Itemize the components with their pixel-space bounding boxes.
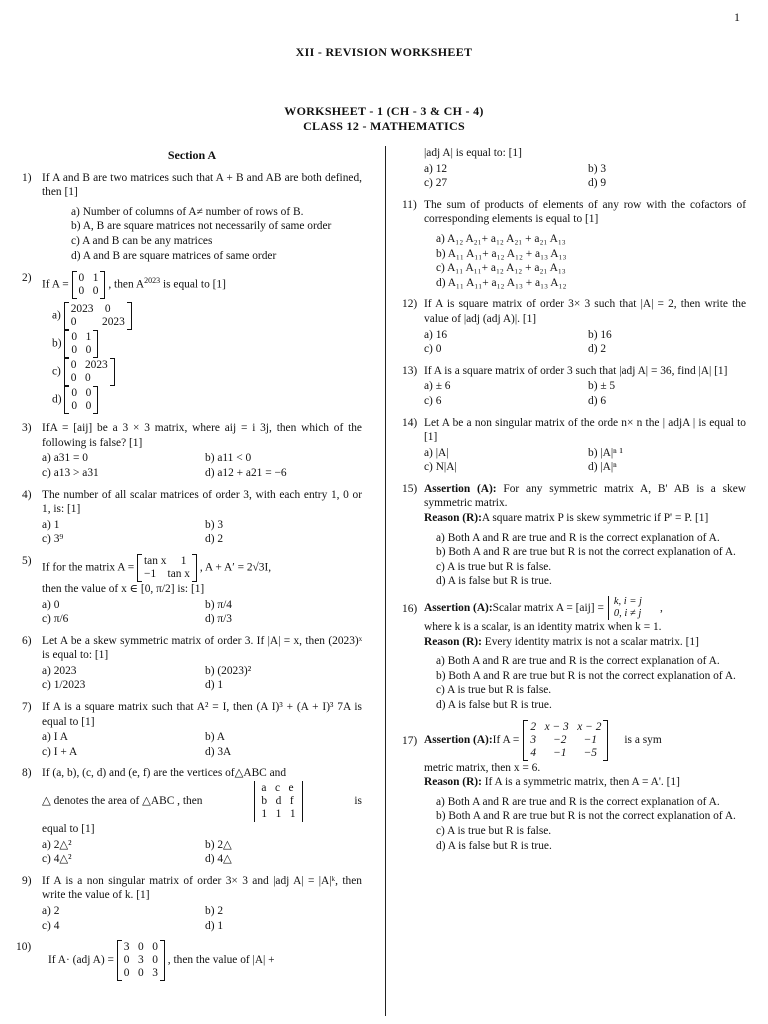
question-text: If A is a square matrix such that A² = I, then (A I)³ + (A + I)³ 7A is equal to [1]: [42, 701, 362, 728]
option-c[interactable]: c) A is true but R is false.: [436, 684, 552, 697]
right-column: [402, 146, 746, 860]
question-14: 14) Let A be a non singular matrix of the orde n× n the | adjA | is equal to [1] a) |A| b) |A|ⁿ ¹ c) N|A| d) |A|ⁿ: [402, 416, 746, 474]
options: [424, 446, 746, 475]
option-b[interactable]: b) 0 1 0 0: [52, 330, 362, 358]
option-a[interactable]: a) |A|: [424, 446, 449, 459]
matrix: 0 1 0 0: [72, 271, 106, 299]
option-a[interactable]: a) 2△²: [42, 838, 72, 851]
options: [424, 379, 746, 408]
question-7: 7) If A is a square matrix such that A² = I, then (A I)³ + (A + I)³ 7A is equal to [1] a) I A b) A c) I + A d) 3A: [22, 701, 362, 758]
option-a[interactable]: a) Both A and R are true and R is the correct explanation of A.: [436, 655, 720, 668]
option-c[interactable]: c) A and B can be any matrices: [71, 234, 213, 247]
option-d[interactable]: d) 0 0 0 0: [52, 386, 362, 414]
option-c[interactable]: c) I + A: [42, 745, 78, 758]
option-b[interactable]: b) Both A and R are true but R is not the correct explanation of A.: [436, 810, 736, 823]
option-a[interactable]: a) a31 = 0: [42, 452, 88, 465]
question-9: 9) If A is a non singular matrix of order 3× 3 and |adj A| = |A|ᵏ, then write the value of k. [1] a) 2 b) 2 c) 4 d) 1: [22, 874, 362, 932]
option-d[interactable]: d) A and B are square matrices of same order: [71, 249, 277, 262]
option-c[interactable]: c) 4: [42, 919, 60, 932]
question-text: If A and B are two matrices such that A + B and AB are both defined, then [1]: [42, 171, 362, 199]
option-d[interactable]: d) 4△: [205, 853, 232, 866]
option-d[interactable]: d) 2: [588, 343, 607, 356]
option-b[interactable]: b) 2: [205, 905, 224, 917]
question-13: 13) If A is a square matrix of order 3 such that |adj A| = 36, find |A| [1] a) ± 6 b) ± 5 c) 6 d) 6: [402, 364, 746, 409]
option-d[interactable]: d) 1: [205, 919, 224, 932]
options: [436, 531, 746, 589]
option-d[interactable]: d) 2: [205, 533, 224, 546]
question-text: If A is a square matrix of order 3 such that |adj A| = 36, find |A| [1]: [424, 364, 728, 377]
reason: Reason (R):A square matrix P is skew symmetric if P' = P. [1]: [424, 512, 709, 525]
option-a[interactable]: a) 16: [424, 328, 448, 341]
worksheet-subtitle: WORKSHEET - 1 (CH - 3 & CH - 4): [284, 104, 484, 118]
option-d[interactable]: d) a12 + a21 = −6: [205, 466, 287, 479]
options: [42, 904, 362, 933]
option-c[interactable]: c) 4△²: [42, 853, 72, 866]
options: [42, 664, 362, 693]
question-12: 12) If A is square matrix of order 3× 3 such that |A| = 2, then write the value of |adj (adj A)|. [1] a) 16 b) 16 c) 0 d) 2: [402, 298, 746, 356]
assertion: Assertion (A): If A = 2 x − 3 x − 2 3 −2 −1 4 −1 −5 is a sym: [424, 720, 662, 759]
question-text: If A = 0 1 0 0 , then $A^{2023}$ is equal to [1]: [42, 272, 226, 298]
matrix: 3 0 0 0 3 0 0 0 3: [117, 940, 165, 981]
question-8: 8) If (a, b), (c, d) and (e, f) are the vertices of△ABC and △ denotes the area of △ABC , then a c e b d f 1 1 1 is equal to [1] a) 2△² b) 2△ c) 4△² d) 4△: [22, 767, 362, 866]
option-d[interactable]: d) 9: [588, 177, 607, 190]
option-c[interactable]: c) a13 > a31: [42, 466, 99, 479]
option-c[interactable]: c) π/6: [42, 613, 69, 626]
option-a[interactable]: a) ± 6: [424, 380, 451, 393]
option-d[interactable]: d) A₁₁ A₁₁+ a₁₂ A₁₃ + a₁₃ A₁₂: [436, 276, 567, 289]
options: [436, 795, 746, 853]
option-b[interactable]: b) π/4: [205, 598, 232, 611]
option-b[interactable]: b) 16: [588, 328, 612, 341]
question-10: 10) If A· (adj A) = 3 0 0 0 3 0 0 0 3 , then the value of |A| +: [22, 940, 362, 981]
section-title: Section A: [167, 148, 217, 162]
option-b[interactable]: b) Both A and R are true but R is not the correct explanation of A.: [436, 546, 736, 559]
options: [42, 838, 362, 867]
question-text: The sum of products of elements of any row with the cofactors of corresponding elements is equal to [1]: [424, 198, 746, 226]
option-a[interactable]: a) 2023 0 0 2023: [52, 302, 362, 330]
option-b[interactable]: b) ± 5: [588, 380, 616, 393]
option-b[interactable]: b) 3: [588, 162, 607, 175]
question-text: If A· (adj A) = 3 0 0 0 3 0 0 0 3 , then the value of |A| +: [48, 941, 275, 980]
options: [42, 451, 362, 480]
question-15: 15) Assertion (A): For any symmetric matrix A, B' AB is a skew symmetric matrix. Reason (R):A square matrix P is skew symmetric if P' = P. [1] a) Both A and R are true and R is the correct explanation of A. b) Both A and R are true but R is not the correct explanation of A. c) A is true but R is false. d) A is false but R is true.: [402, 482, 746, 588]
option-a[interactable]: a) 12: [424, 162, 448, 175]
question-text: IfA = [aij] be a 3 × 3 matrix, where aij = i 3j, then which of the following is false? [1]: [42, 422, 362, 449]
option-d[interactable]: d) A is false but R is true.: [436, 699, 552, 711]
option-d[interactable]: d) A is false but R is true.: [436, 839, 552, 852]
option-a[interactable]: a) 0: [42, 598, 60, 611]
question-2: 2) If A = 0 1 0 0 , then $A^{2023}$ is equal to [1] a) 2023 0 0 2023 b) 0 1 0 0 c) 0 2023 0 0 d) 0 0 0 0: [22, 271, 362, 414]
option-b[interactable]: b) 3: [205, 518, 224, 531]
option-c[interactable]: c) 27: [424, 177, 448, 190]
option-c[interactable]: c) A₁₁ A₁₁+ a₁₂ A₁₂ + a₂₁ A₁₃: [436, 262, 566, 275]
question-text: If for the matrix A = tan x 1 −1 tan x , A + A′ = 2√3I,: [42, 554, 272, 580]
option-b[interactable]: b) |A|ⁿ ¹: [588, 446, 623, 459]
determinant: a c e b d f 1 1 1: [254, 781, 302, 822]
question-text: Let A be a skew symmetric matrix of order 3. If |A| = x, then (2023)ˣ is equal to: [1]: [42, 634, 362, 662]
option-c[interactable]: c) A is true but R is false.: [436, 560, 552, 573]
option-b[interactable]: b) A, B are square matrices not necessarily of same order: [71, 220, 332, 233]
option-a[interactable]: a) I A: [42, 731, 68, 744]
option-a[interactable]: a) 2023: [42, 664, 77, 677]
option-d[interactable]: d) 1: [205, 679, 224, 692]
option-b[interactable]: b) A: [205, 731, 225, 744]
options: [42, 518, 362, 547]
reason: Reason (R): Every identity matrix is not a scalar matrix. [1]: [424, 635, 699, 648]
assertion: Assertion (A): For any symmetric matrix A, B' AB is a skew symmetric matrix.: [424, 482, 746, 510]
option-c[interactable]: c) 6: [424, 394, 442, 407]
question-text: |adj A| is equal to: [1]: [424, 147, 522, 159]
question-text: If (a, b), (c, d) and (e, f) are the vertices of△ABC and: [42, 767, 287, 780]
option-d[interactable]: d) |A|ⁿ: [588, 461, 617, 474]
question-6: 6) Let A be a skew symmetric matrix of order 3. If |A| = x, then (2023)ˣ is equal to: [1] a) 2023 b) (2023)² c) 1/2023 d) 1: [22, 634, 362, 692]
options: [436, 232, 746, 290]
matrix: tan x 1 −1 tan x: [137, 554, 197, 582]
option-b[interactable]: b) 2△: [205, 838, 232, 851]
page-number: 1: [734, 10, 740, 24]
question-11: 11) The sum of products of elements of any row with the cofactors of corresponding elements is equal to [1] a) A₁₂ A₂₁+ a₁₂ A₂₁ + a₂₁ A₁₃ b) A₁₁ A₁₁+ a₁₂ A₁₂ + a₁₃ A₁₃ c) A₁₁ A₁₁+ a₁₂ A₁₂ + a₂₁ A₁₃ d) A₁₁ A₁₁+ a₁₂ A₁₃ + a₁₃ A₁₂: [402, 198, 746, 289]
option-d[interactable]: d) A is false but R is true.: [436, 575, 552, 588]
question-line2: then the value of x ∈ [0, π/2] is: [1]: [42, 582, 205, 595]
question-1: 1) If A and B are two matrices such that A + B and AB are both defined, then [1] a) Number of columns of A≠ number of rows of B. b) A, B are square matrices not necessarily of same order c) A and B can be any matrices d) A and B are square matrices of same order: [22, 171, 362, 262]
option-a[interactable]: a) Both A and R are true and R is the correct explanation of A.: [436, 531, 720, 544]
option-a[interactable]: a) 1: [42, 518, 60, 531]
option-c[interactable]: c) N|A|: [424, 461, 457, 474]
option-c[interactable]: c) A is true but R is false.: [436, 824, 552, 837]
option-c[interactable]: c) 0 2023 0 0: [52, 358, 362, 386]
option-c[interactable]: c) 1/2023: [42, 679, 86, 692]
option-b[interactable]: b) (2023)²: [205, 664, 252, 677]
worksheet-title: XII - REVISION WORKSHEET: [295, 45, 473, 59]
assertion: Assertion (A): Scalar matrix A = [aij] = k, i = j 0, i ≠ j ,: [424, 596, 663, 620]
question-text: The number of all scalar matrices of order 3, with each entry 1, 0 or 1, is: [1]: [42, 488, 362, 516]
option-d[interactable]: d) π/3: [205, 613, 232, 626]
question-text: If A is a non singular matrix of order 3× 3 and |adj A| = |A|ᵏ, then write the value of k. [1]: [42, 874, 362, 902]
option-b[interactable]: b) a11 < 0: [205, 452, 252, 465]
option-b[interactable]: b) A₁₁ A₁₁+ a₁₂ A₁₂ + a₁₃ A₁₃: [436, 247, 567, 260]
question-5: 5) If for the matrix A = tan x 1 −1 tan x , A + A′ = 2√3I, then the value of x ∈ [0, π/2] is: [1] a) 0 b) π/4 c) π/6 d) π/3: [22, 554, 362, 627]
question-3: 3) IfA = [aij] be a 3 × 3 matrix, where aij = i 3j, then which of the following is false? [1] a) a31 = 0 b) a11 < 0 c) a13 > a31 d) a12 + a21 = −6: [22, 422, 362, 479]
question-17: 17) Assertion (A): If A = 2 x − 3 x − 2 3 −2 −1 4 −1 −5 is a sym metric matrix, then x = 6. Reason (R): If A is a symmetric matrix, then A = A'. [1] a) Both A and R are true and R is the correct explanation of A. b) Both A and R are true but R is not the correct explanation of A. c) A is true but R is false. d) A is false but R is true.: [402, 720, 746, 854]
options: [54, 205, 362, 263]
column-divider: [385, 146, 386, 1016]
question-10-continued: [402, 146, 746, 191]
option-b[interactable]: b) Both A and R are true but R is not the correct explanation of A.: [436, 669, 736, 682]
options: [42, 730, 362, 759]
options: [42, 598, 362, 627]
option-a[interactable]: a) Number of columns of A≠ number of rows of B.: [71, 205, 304, 218]
option-a[interactable]: a) 2: [42, 905, 60, 917]
options: [424, 162, 746, 191]
options: [424, 328, 746, 357]
options: [52, 302, 362, 414]
options: [436, 654, 746, 712]
option-c[interactable]: c) 0: [424, 343, 442, 356]
question-4: 4) The number of all scalar matrices of order 3, with each entry 1, 0 or 1, is: [1] a) 1 b) 3 c) 3⁹ d) 2: [22, 488, 362, 546]
option-a[interactable]: a) A₁₂ A₂₁+ a₁₂ A₂₁ + a₂₁ A₁₃: [436, 232, 566, 245]
option-d[interactable]: d) 3A: [205, 745, 232, 758]
option-a[interactable]: a) Both A and R are true and R is the correct explanation of A.: [436, 795, 720, 808]
option-c[interactable]: c) 3⁹: [42, 533, 64, 546]
reason: Reason (R): If A is a symmetric matrix, then A = A'. [1]: [424, 776, 680, 789]
question-text: Let A be a non singular matrix of the orde n× n the | adjA | is equal to [1]: [424, 416, 746, 444]
class-title: CLASS 12 - MATHEMATICS: [303, 119, 465, 133]
question-16: 16) Assertion (A): Scalar matrix A = [aij] = k, i = j 0, i ≠ j , where k is a scalar, is an identity matrix when k = 1. Reason (R): Every identity matrix is not a scalar matrix. [1] a) Both A and R are true and R is the correct explanation of A. b) Both A and R are true but R is not the correct explanation of A. c) A is true but R is false. d) A is false but R is true.: [402, 596, 746, 713]
matrix: 2 x − 3 x − 2 3 −2 −1 4 −1 −5: [523, 720, 608, 761]
option-d[interactable]: d) 6: [588, 394, 607, 407]
question-text: If A is square matrix of order 3× 3 such that |A| = 2, then write the value of |adj (adj A)|. [1]: [424, 298, 746, 325]
left-column: [16, 146, 362, 988]
